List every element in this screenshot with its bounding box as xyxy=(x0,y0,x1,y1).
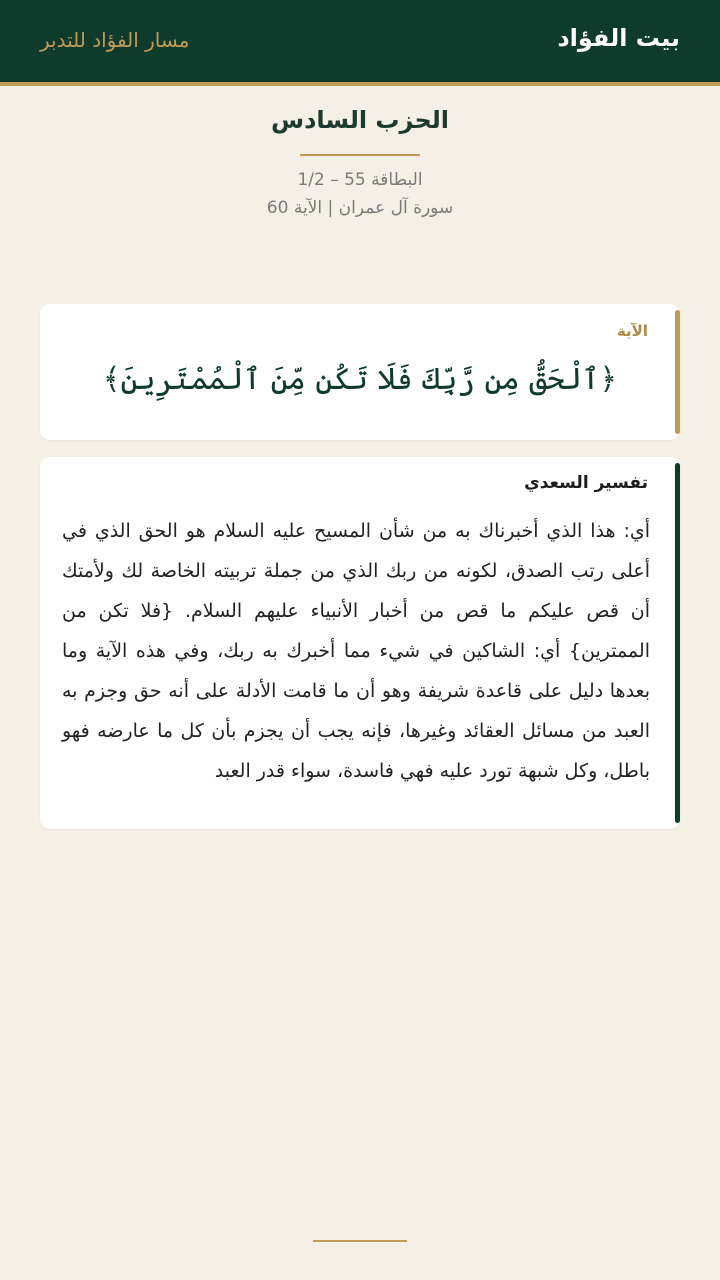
tafsir-card xyxy=(40,457,680,829)
verse-text: ﴿ٱلْحَقُّ مِن رَّبِّكَ فَلَا تَكُن مِّنَ ٱلْمُمْتَرِينَ﴾ xyxy=(102,362,618,397)
tafsir-card-accent xyxy=(675,463,680,823)
tafsir-label: تفسير السعدي xyxy=(524,473,648,493)
title-divider xyxy=(300,154,420,156)
bottom-divider xyxy=(313,1240,407,1242)
surah-reference: سورة آل عمران | الآية 60 xyxy=(266,198,454,218)
app-tagline: مسار الفؤاد للتدبر xyxy=(40,28,190,52)
app-title[interactable]: بيت الفؤاد xyxy=(557,24,680,52)
verse-card xyxy=(40,304,680,440)
tafsir-text: أي: هذا الذي أخبرناك به من شأن المسيح عليه السلام هو الحق الذي في أعلى رتب الصدق، لكونه من ربك الذي من جملة تربيته الخاصة لك ولأمتك أن قص عليكم ما قص من أخبار الأنبياء عليهم السلام. {فلا تكن من الممترين} أي: الشاكين في شيء مما أخبرك به ربك، وفي هذه الآية وما بعدها دليل على قاعدة شريفة وهو أن ما قامت الأدلة على أنه حق وجزم به العبد من مسائل العقائد وغيرها، فإنه يجب أن يجزم بأن كل ما عارضه فهو باطل، وكل شبهة تورد عليه فهي فاسدة، سواء قدر العبد xyxy=(62,520,650,782)
card-number: البطاقة 55 – 1/2 xyxy=(297,170,423,190)
verse-card-accent xyxy=(675,310,680,434)
top-bar xyxy=(0,0,720,86)
section-title: الحزب السادس xyxy=(270,106,450,134)
verse-label: الآية xyxy=(616,322,648,340)
